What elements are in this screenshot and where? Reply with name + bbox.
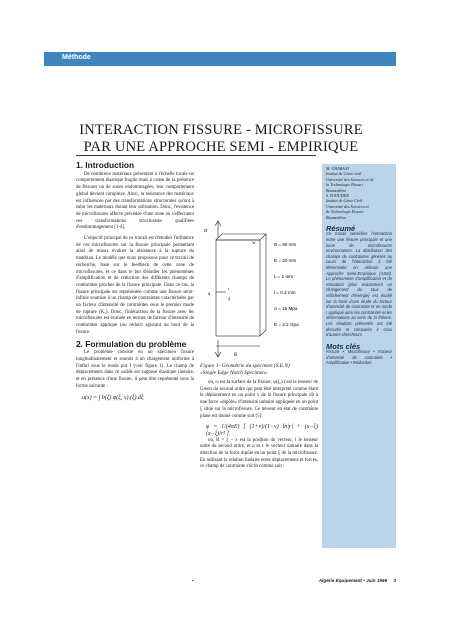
- param-6: E = 2.2 Gpa: [274, 322, 299, 327]
- keywords-heading: Mots clés: [326, 341, 361, 351]
- label-a: a: [208, 292, 211, 297]
- label-b: B: [234, 353, 238, 358]
- column-1: [76, 160, 194, 401]
- figure-caption-title: Figure 1- Géométrie du spécimen (S.E.N): [200, 363, 290, 369]
- article-title: [76, 122, 366, 156]
- heading-introduction: 1. Introduction: [76, 160, 135, 170]
- keywords-text: Fissure • Microfissure • Facteur d'intensité de contrainte • Amplification • Réduction.: [326, 349, 392, 366]
- title-rule: [76, 155, 316, 156]
- resume-text: Ce travail considère l'interaction entre une fissure principale et une zone de microfissures environnantes. La distribution des champs de contraintes générés au cours de l'interaction à été déterminée en utilisant une Approche Semi-Empirique (ASM). Le phénomène d'amplification et de relaxation (plus exactement un changement du taux de relâchement d'énergie) est étudié sur la base d'une étude du facteur d'intensité de contrainte et en mode I appliqué ainsi les contraintes et les déformations au sens de la théorie. Les résultats présentés ont été discutés et comparés à ceux d'autres chercheurs.: [326, 231, 392, 338]
- label-w: w: [252, 241, 256, 246]
- label-sigma-top: σ: [204, 228, 208, 234]
- specimen-front: [216, 240, 260, 336]
- page: [44, 52, 396, 596]
- specimen-side: [260, 234, 266, 336]
- author-line: la Technologie Houari: [326, 182, 363, 188]
- author-line: M. CHABAAT: [326, 166, 350, 171]
- figure-caption-subtitle: «Single Edge Notch Specimen»: [200, 369, 268, 376]
- specimen-top-face: [216, 234, 266, 240]
- section-band: [44, 52, 396, 66]
- authors-block: [326, 166, 392, 366]
- author-line: Boumediène.: [326, 214, 348, 220]
- author-line: de Technologie Houari: [326, 209, 364, 215]
- param-2: E = 20 mm: [274, 258, 297, 263]
- page-marker: •: [192, 578, 194, 583]
- title-line-2: PAR UNE APPROCHE SEMI - EMPIRIQUE: [83, 139, 359, 155]
- label-r: r: [228, 286, 230, 291]
- author-line: Boumediène: [326, 187, 347, 193]
- section-label: Méthode: [62, 54, 91, 61]
- title-line-1: INTERACTION FISSURE - MICROFISSURE: [79, 122, 363, 138]
- footer: [250, 578, 396, 583]
- paragraph-intro-2: L'objectif principal de ce travail est d'étudier l'influence de ces microfissures sur la fissure principale permettant ainsi de mieux évaluer la résistance à la rupture du matériau. Le modèle que nous proposons pour ce travail de recherche, basé sur le feedback de cette zone de microfissures, et ce dans le but d'étudier les phénomènes d'amplification et de réduction des différents champs de contraintes proches de la fissure principale. Dans ce cas, la fissure principale est représentée comme une fissure semi-infinie soumise à un champ de contraintes caractérisées par un facteur d'intensité de contraintes sous le premier mode de rupture (K₁). Donc, l'interaction de la fissure avec les microfissures est évaluée en termes de facteur d'intensité de contraintes appliqué (ou réduit) agissant au bout de la fissure.: [76, 236, 194, 335]
- param-4: l = 0.3 mm: [274, 290, 296, 295]
- equation-1: u(x) = ∫ b(ξ).φ(ξ, x).(ξ).dξ: [82, 394, 144, 401]
- figure-caption: [200, 363, 320, 376]
- specimen-drawing: [215, 221, 266, 357]
- param-3: L = 1 mm: [274, 274, 294, 279]
- specimen-figure: [200, 216, 320, 368]
- paragraph-green-tensor: où, ω est la surface de la fissure, φ(ξ,x) est le tenseur de Green du second ordre qui peut être interprété comme étant le déplacement en un point x de la fissure principale dû à une force «dipôle» d'intensité unitaire appliquée en un point ξ situé sur la microfissure. Ce tenseur en état de contrainte plane est donné comme suit [5]:: [200, 380, 318, 419]
- author-line: Institut de Génie Civil: [326, 198, 363, 204]
- heading-formulation: 2. Formulation du problème: [76, 338, 187, 349]
- param-1: B = 80 mm: [274, 242, 297, 247]
- paragraph-intro-1: De nombreux matériaux présentent à l'échelle locale un comportement élastique fragile mais à cause de la présence de fissures ou de zones endommagées, leur comportement global devient complexe. Ainsi, la résistance des matériaux est influencée par des transformations structurales qu'ont à subir les matériaux durant leur utilisation. Donc, l'existence de microfissures affecte précédée d'une zone où s'effectuent ces transformations structurales qualifiées d'endommagement [1-4].: [76, 171, 194, 231]
- author-line: Université des Sciences et: [326, 203, 369, 209]
- equation-2: φ = 1/(4πE) [ (1+ν)/(1−ν) ln|r| + (x−ξ)(x−ξ)/r² ]: [206, 424, 318, 437]
- label-d: d: [228, 296, 230, 301]
- paragraph-formulation: Le problème consiste en un spécimen fissuré longitudinalement et soumis à un chargement uniforme à l'infini sous le mode pur I (voir figure 1). Le champ de déplacements dans ce solide est supposé élastique linéaire, et en présence d'une fissure, il peut être représenté sous la forme suivante :: [76, 350, 194, 389]
- journal-name: Algérie Equipement • Juin 1999: [318, 578, 388, 583]
- paragraph-position-vector: où, R = ξ − x est la position du vecteur, l le tenseur unité du second ordre, et n et τ le vecteur unitaire dans la direction de la force dipôle en un point ξ de la microfissure. En utilisant la relation linéaire entre déplacements et forces, ce champ de contrainte s'écrit comme suit :: [200, 437, 318, 470]
- author-line: S. DJOUDER: [326, 193, 349, 199]
- param-5: σ = 15 Mpa: [274, 306, 298, 311]
- resume-heading: Résumé: [326, 224, 356, 234]
- page-number: 3: [393, 578, 396, 583]
- author-line: Institut de Génie civil: [326, 171, 362, 177]
- author-line: Université des Sciences et de: [326, 176, 374, 182]
- figure-parameters: [274, 242, 299, 327]
- column-2: [200, 380, 318, 475]
